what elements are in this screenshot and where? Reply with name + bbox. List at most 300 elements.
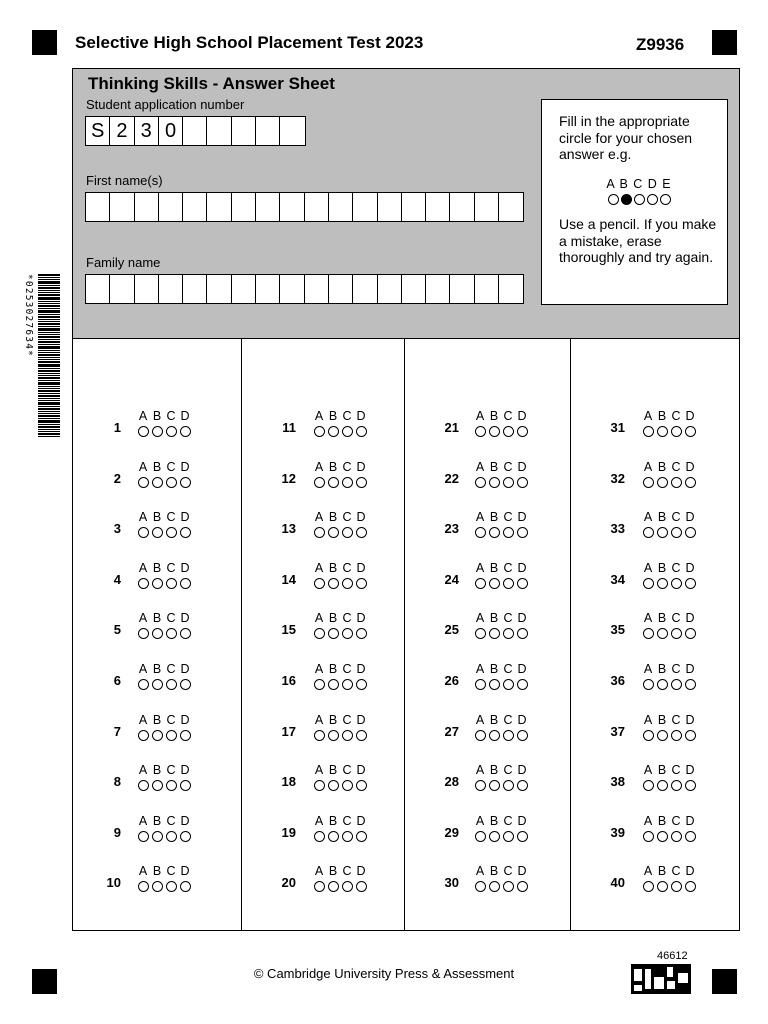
barcode-bar	[38, 297, 60, 300]
answer-bubble-a[interactable]	[643, 831, 654, 842]
answer-bubble-d[interactable]	[685, 831, 696, 842]
option-letter: A	[138, 813, 148, 828]
answer-bubble-a[interactable]	[314, 780, 325, 791]
answer-bubble-b[interactable]	[489, 780, 500, 791]
barcode-bar	[38, 354, 60, 356]
answer-bubble-d[interactable]	[517, 881, 528, 892]
answer-bubble-c[interactable]	[342, 578, 353, 589]
question-number: 13	[281, 521, 296, 537]
answer-bubble-a[interactable]	[314, 730, 325, 741]
application-number-cell[interactable]: S	[86, 117, 110, 145]
answer-options	[314, 763, 367, 791]
answer-bubble-d[interactable]	[685, 426, 696, 437]
answer-bubble-c[interactable]	[166, 881, 177, 892]
answer-bubble-b[interactable]	[152, 730, 163, 741]
answer-bubble-a[interactable]	[314, 578, 325, 589]
family-name-cell[interactable]	[135, 275, 159, 303]
answer-bubble-a[interactable]	[475, 578, 486, 589]
option-letters	[314, 713, 367, 727]
answer-bubble-a[interactable]	[643, 527, 654, 538]
answer-bubble-c[interactable]	[503, 477, 514, 488]
answer-bubble-a[interactable]	[138, 578, 149, 589]
answer-bubble-b[interactable]	[489, 679, 500, 690]
answer-bubble-d[interactable]	[356, 628, 367, 639]
option-letter: B	[152, 459, 162, 474]
first-name-cell[interactable]	[329, 193, 353, 221]
answer-bubble-a[interactable]	[643, 477, 654, 488]
answer-bubble-b[interactable]	[328, 578, 339, 589]
barcode-bar	[38, 274, 60, 276]
option-letter: B	[489, 409, 499, 423]
family-name-cell[interactable]	[378, 275, 402, 303]
answer-bubble-c[interactable]	[342, 426, 353, 437]
answer-bubble-b[interactable]	[489, 477, 500, 488]
question-row	[405, 864, 571, 898]
answer-bubble-c[interactable]	[671, 780, 682, 791]
answer-bubble-b[interactable]	[657, 780, 668, 791]
answer-bubble-c[interactable]	[166, 426, 177, 437]
option-letter: A	[475, 459, 485, 474]
family-name-cell[interactable]	[256, 275, 280, 303]
barcode-bar	[38, 400, 60, 401]
answer-options	[314, 814, 367, 842]
option-letter: D	[685, 409, 695, 423]
copyright-footer: © Cambridge University Press & Assessment	[253, 966, 515, 981]
family-name-cell[interactable]	[499, 275, 523, 303]
option-letter: D	[180, 864, 190, 879]
answer-bubble-b[interactable]	[657, 477, 668, 488]
answer-bubble-d[interactable]	[356, 831, 367, 842]
barcode-bar	[38, 424, 60, 425]
option-letter: A	[138, 459, 148, 474]
family-name-cell[interactable]	[280, 275, 304, 303]
family-name-cell[interactable]	[329, 275, 353, 303]
answer-bubble-a[interactable]	[475, 527, 486, 538]
option-letters	[138, 814, 191, 828]
answer-options	[643, 662, 696, 690]
question-number: 9	[113, 824, 121, 840]
answer-bubble-d[interactable]	[685, 679, 696, 690]
barcode-bar	[38, 418, 60, 419]
answer-bubble-a[interactable]	[475, 730, 486, 741]
family-name-cell[interactable]	[450, 275, 474, 303]
application-number-cell[interactable]: 3	[135, 117, 159, 145]
barcode-bar	[38, 402, 60, 405]
first-name-cell[interactable]	[353, 193, 377, 221]
answer-bubble-c[interactable]	[671, 881, 682, 892]
family-name-cell[interactable]	[110, 275, 134, 303]
answer-bubble-a[interactable]	[314, 426, 325, 437]
answer-bubble-b[interactable]	[489, 831, 500, 842]
question-number: 5	[113, 622, 121, 638]
option-letter: A	[475, 409, 485, 423]
family-name-cell[interactable]	[86, 275, 110, 303]
answer-bubble-d[interactable]	[180, 679, 191, 690]
option-letter: D	[517, 560, 527, 575]
answer-bubble-c[interactable]	[166, 628, 177, 639]
answer-bubble-d[interactable]	[356, 477, 367, 488]
answer-bubble-c[interactable]	[342, 881, 353, 892]
answer-bubble-c[interactable]	[503, 730, 514, 741]
answer-bubble-b[interactable]	[489, 426, 500, 437]
question-number: 37	[610, 723, 625, 739]
option-letter: D	[685, 813, 695, 828]
answer-bubble-d[interactable]	[356, 426, 367, 437]
answer-bubble-c[interactable]	[342, 679, 353, 690]
answer-bubble-d[interactable]	[180, 477, 191, 488]
answer-bubble-d[interactable]	[180, 527, 191, 538]
answer-bubble-a[interactable]	[643, 628, 654, 639]
answer-bubble-c[interactable]	[342, 477, 353, 488]
first-name-cell[interactable]	[159, 193, 183, 221]
answer-bubble-c[interactable]	[671, 831, 682, 842]
barcode-bar	[38, 415, 60, 417]
first-name-cell[interactable]	[207, 193, 231, 221]
option-letter: D	[685, 459, 695, 474]
question-row	[242, 662, 405, 696]
answer-bubble-b[interactable]	[328, 831, 339, 842]
answer-bubble-a[interactable]	[475, 477, 486, 488]
answer-bubble-d[interactable]	[517, 831, 528, 842]
answer-bubble-a[interactable]	[314, 679, 325, 690]
option-bubbles	[138, 426, 191, 437]
answer-bubble-a[interactable]	[314, 477, 325, 488]
answer-options	[643, 864, 696, 892]
answer-bubble-b[interactable]	[657, 831, 668, 842]
answer-bubble-d[interactable]	[517, 679, 528, 690]
answer-bubble-a[interactable]	[314, 527, 325, 538]
answer-bubble-b[interactable]	[489, 527, 500, 538]
answer-bubble-d[interactable]	[356, 527, 367, 538]
barcode-bar	[38, 420, 60, 423]
answer-options	[475, 510, 528, 538]
option-letter: C	[503, 813, 513, 828]
answer-bubble-a[interactable]	[643, 578, 654, 589]
answer-bubble-b[interactable]	[152, 679, 163, 690]
answer-bubble-a[interactable]	[138, 527, 149, 538]
option-letters	[314, 409, 367, 423]
answer-bubble-d[interactable]	[180, 881, 191, 892]
answer-bubble-a[interactable]	[138, 477, 149, 488]
example-bubble	[634, 194, 645, 205]
option-letters	[314, 864, 367, 878]
answer-bubble-c[interactable]	[503, 881, 514, 892]
answer-bubble-a[interactable]	[138, 628, 149, 639]
answer-options	[475, 409, 528, 437]
answer-bubble-c[interactable]	[342, 730, 353, 741]
option-bubbles	[138, 628, 191, 639]
family-name-cell[interactable]	[402, 275, 426, 303]
answer-bubble-b[interactable]	[152, 578, 163, 589]
answer-bubble-d[interactable]	[685, 730, 696, 741]
answer-bubble-b[interactable]	[152, 527, 163, 538]
answer-bubble-d[interactable]	[517, 527, 528, 538]
answer-bubble-c[interactable]	[166, 780, 177, 791]
answer-options	[138, 814, 191, 842]
answer-bubble-a[interactable]	[475, 881, 486, 892]
first-name-cell[interactable]	[183, 193, 207, 221]
family-name-field[interactable]	[85, 274, 524, 304]
question-number: 11	[282, 420, 296, 435]
answer-bubble-b[interactable]	[328, 426, 339, 437]
answer-bubble-c[interactable]	[503, 578, 514, 589]
answer-bubble-b[interactable]	[328, 477, 339, 488]
question-number: 38	[610, 774, 625, 790]
answer-bubble-a[interactable]	[643, 730, 654, 741]
answer-bubble-b[interactable]	[328, 730, 339, 741]
family-name-cell[interactable]	[353, 275, 377, 303]
answer-bubble-c[interactable]	[166, 578, 177, 589]
answer-bubble-b[interactable]	[152, 831, 163, 842]
answer-bubble-c[interactable]	[166, 730, 177, 741]
answer-column	[73, 339, 242, 930]
answer-bubble-d[interactable]	[685, 527, 696, 538]
answer-bubble-c[interactable]	[671, 527, 682, 538]
answer-bubble-c[interactable]	[166, 831, 177, 842]
question-row	[242, 409, 405, 443]
answer-bubble-c[interactable]	[166, 477, 177, 488]
first-name-cell[interactable]	[402, 193, 426, 221]
answer-bubble-c[interactable]	[503, 780, 514, 791]
answer-bubble-d[interactable]	[356, 578, 367, 589]
answer-bubble-b[interactable]	[152, 881, 163, 892]
application-number-cell[interactable]	[256, 117, 280, 145]
answer-bubble-c[interactable]	[503, 679, 514, 690]
answer-bubble-b[interactable]	[328, 679, 339, 690]
answer-bubble-c[interactable]	[671, 730, 682, 741]
answer-bubble-b[interactable]	[489, 628, 500, 639]
first-name-cell[interactable]	[450, 193, 474, 221]
answer-bubble-a[interactable]	[643, 881, 654, 892]
barcode-bar	[38, 290, 60, 291]
option-letter: A	[643, 662, 653, 676]
application-number-cell[interactable]: 0	[159, 117, 183, 145]
application-number-cell[interactable]	[232, 117, 256, 145]
option-letters	[314, 611, 367, 625]
question-number: 21	[444, 420, 459, 435]
answer-bubble-a[interactable]	[314, 831, 325, 842]
answer-bubble-b[interactable]	[328, 881, 339, 892]
question-number: 22	[444, 470, 459, 486]
answer-bubble-b[interactable]	[152, 477, 163, 488]
answer-bubble-c[interactable]	[671, 578, 682, 589]
answer-bubble-a[interactable]	[643, 426, 654, 437]
first-name-cell[interactable]	[110, 193, 134, 221]
question-row	[73, 460, 242, 494]
answer-bubble-a[interactable]	[475, 679, 486, 690]
family-name-cell[interactable]	[426, 275, 450, 303]
option-letter: B	[152, 662, 162, 676]
answer-bubble-d[interactable]	[517, 780, 528, 791]
answer-bubble-a[interactable]	[314, 628, 325, 639]
answer-bubble-d[interactable]	[180, 831, 191, 842]
answer-bubble-d[interactable]	[356, 730, 367, 741]
option-letter: A	[314, 662, 324, 676]
barcode-bar	[38, 398, 60, 399]
answer-bubble-d[interactable]	[685, 578, 696, 589]
answer-columns	[73, 339, 739, 930]
first-name-cell[interactable]	[86, 193, 110, 221]
option-letters	[138, 460, 191, 474]
answer-bubble-d[interactable]	[517, 477, 528, 488]
application-number-cell[interactable]	[183, 117, 207, 145]
answer-bubble-c[interactable]	[166, 679, 177, 690]
answer-bubble-d[interactable]	[356, 881, 367, 892]
answer-bubble-d[interactable]	[685, 477, 696, 488]
answer-bubble-b[interactable]	[328, 628, 339, 639]
answer-bubble-d[interactable]	[517, 730, 528, 741]
answer-bubble-b[interactable]	[489, 578, 500, 589]
first-name-cell[interactable]	[232, 193, 256, 221]
family-name-cell[interactable]	[305, 275, 329, 303]
answer-bubble-b[interactable]	[489, 881, 500, 892]
answer-bubble-d[interactable]	[180, 628, 191, 639]
answer-bubble-d[interactable]	[180, 426, 191, 437]
answer-bubble-a[interactable]	[314, 881, 325, 892]
option-letter: C	[671, 510, 681, 525]
answer-bubble-b[interactable]	[657, 527, 668, 538]
answer-bubble-b[interactable]	[657, 578, 668, 589]
answer-bubble-d[interactable]	[180, 578, 191, 589]
question-number: 29	[444, 824, 459, 840]
answer-bubble-a[interactable]	[138, 881, 149, 892]
answer-bubble-a[interactable]	[475, 426, 486, 437]
answer-bubble-a[interactable]	[475, 831, 486, 842]
first-name-cell[interactable]	[499, 193, 523, 221]
answer-bubble-d[interactable]	[356, 679, 367, 690]
answer-bubble-c[interactable]	[671, 477, 682, 488]
answer-bubble-b[interactable]	[657, 679, 668, 690]
answer-bubble-b[interactable]	[152, 628, 163, 639]
first-name-cell[interactable]	[135, 193, 159, 221]
answer-bubble-d[interactable]	[685, 628, 696, 639]
answer-bubble-a[interactable]	[643, 780, 654, 791]
student-details-panel	[73, 69, 739, 339]
question-number: 26	[444, 673, 459, 688]
option-letter: D	[356, 864, 366, 879]
answer-bubble-c[interactable]	[342, 831, 353, 842]
first-name-cell[interactable]	[426, 193, 450, 221]
answer-bubble-c[interactable]	[166, 527, 177, 538]
barcode-bar	[38, 359, 60, 360]
answer-bubble-c[interactable]	[342, 628, 353, 639]
answer-bubble-b[interactable]	[328, 527, 339, 538]
answer-bubble-d[interactable]	[517, 578, 528, 589]
application-number-cell[interactable]: 2	[110, 117, 134, 145]
answer-bubble-c[interactable]	[503, 426, 514, 437]
example-letters: A B C D E	[606, 176, 672, 191]
option-letters	[643, 409, 696, 423]
answer-bubble-d[interactable]	[517, 628, 528, 639]
option-bubbles	[314, 578, 367, 589]
option-letter: D	[685, 864, 695, 879]
answer-bubble-d[interactable]	[356, 780, 367, 791]
answer-bubble-b[interactable]	[657, 881, 668, 892]
answer-bubble-d[interactable]	[685, 881, 696, 892]
option-letter: B	[328, 712, 338, 727]
option-letters	[138, 662, 191, 676]
first-name-cell[interactable]	[305, 193, 329, 221]
answer-bubble-a[interactable]	[138, 679, 149, 690]
answer-bubble-b[interactable]	[152, 780, 163, 791]
question-number: 6	[113, 673, 121, 688]
answer-bubble-a[interactable]	[138, 780, 149, 791]
question-number: 18	[281, 774, 296, 790]
answer-bubble-b[interactable]	[657, 628, 668, 639]
first-name-cell[interactable]	[280, 193, 304, 221]
family-name-cell[interactable]	[232, 275, 256, 303]
answer-bubble-a[interactable]	[138, 831, 149, 842]
answer-bubble-a[interactable]	[138, 730, 149, 741]
option-letter: A	[475, 510, 485, 525]
family-name-cell[interactable]	[183, 275, 207, 303]
application-number-cell[interactable]	[207, 117, 231, 145]
answer-bubble-b[interactable]	[489, 730, 500, 741]
answer-bubble-c[interactable]	[342, 527, 353, 538]
family-name-cell[interactable]	[159, 275, 183, 303]
answer-bubble-c[interactable]	[671, 679, 682, 690]
barcode-bar	[38, 308, 60, 309]
barcode-bar	[38, 357, 60, 358]
barcode-bar	[38, 326, 60, 327]
answer-bubble-c[interactable]	[671, 628, 682, 639]
instructions-text-2: Use a pencil. If you make a mistake, erase thoroughly and try again.	[559, 216, 717, 265]
answer-bubble-a[interactable]	[643, 679, 654, 690]
first-name-field[interactable]	[85, 192, 524, 222]
barcode-bar	[38, 368, 60, 369]
option-bubbles	[643, 881, 696, 892]
barcode-bar	[38, 361, 60, 363]
option-letters	[138, 611, 191, 625]
option-letter: D	[517, 409, 527, 423]
option-letter: C	[342, 611, 352, 626]
family-name-cell[interactable]	[207, 275, 231, 303]
answer-bubble-b[interactable]	[152, 426, 163, 437]
answer-bubble-a[interactable]	[138, 426, 149, 437]
answer-bubble-c[interactable]	[503, 628, 514, 639]
question-row	[242, 814, 405, 848]
answer-bubble-c[interactable]	[503, 831, 514, 842]
first-name-cell[interactable]	[256, 193, 280, 221]
barcode-bar	[38, 334, 60, 335]
answer-bubble-a[interactable]	[475, 780, 486, 791]
application-number-field[interactable]	[85, 116, 306, 146]
option-letter: C	[503, 560, 513, 575]
answer-options	[138, 409, 191, 437]
answer-bubble-b[interactable]	[657, 730, 668, 741]
answer-bubble-d[interactable]	[517, 426, 528, 437]
option-letter: B	[152, 763, 162, 778]
answer-bubble-c[interactable]	[671, 426, 682, 437]
barcode-bar	[38, 433, 60, 435]
first-name-cell[interactable]	[378, 193, 402, 221]
first-name-cell[interactable]	[475, 193, 499, 221]
answer-bubble-a[interactable]	[475, 628, 486, 639]
answer-bubble-d[interactable]	[180, 780, 191, 791]
application-number-cell[interactable]	[280, 117, 304, 145]
answer-bubble-b[interactable]	[657, 426, 668, 437]
answer-bubble-d[interactable]	[180, 730, 191, 741]
option-letter: B	[657, 712, 667, 727]
option-bubbles	[138, 679, 191, 690]
answer-bubble-c[interactable]	[342, 780, 353, 791]
option-letter: C	[671, 409, 681, 423]
answer-bubble-c[interactable]	[503, 527, 514, 538]
answer-bubble-b[interactable]	[328, 780, 339, 791]
family-name-cell[interactable]	[475, 275, 499, 303]
answer-bubble-d[interactable]	[685, 780, 696, 791]
option-letter: B	[657, 409, 667, 423]
